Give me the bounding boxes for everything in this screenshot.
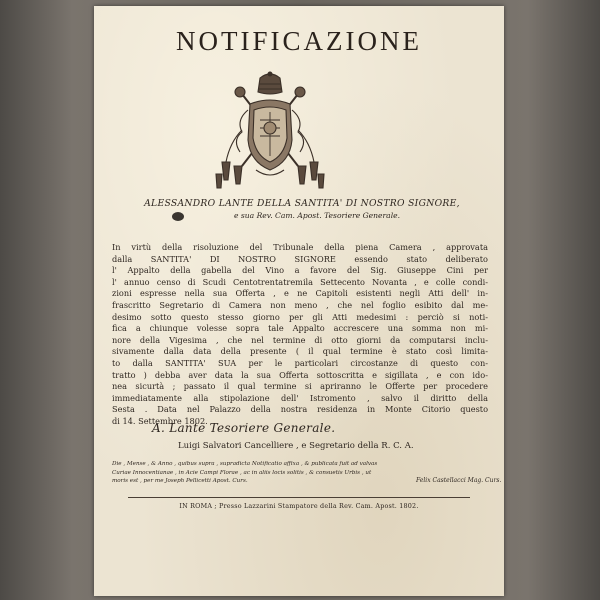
addressee-line-1: ALESSANDRO LANTE DELLA SANTITA' DI NOSTRO SIGNORE,	[144, 198, 460, 209]
body-line: frascritto Segretario di Camera non meno , che nel foglio esibito dal me-	[112, 299, 488, 310]
ink-stain	[172, 212, 184, 221]
body-line: desimo sotto questo stesso giorno per gli Atti medesimi : perciò si noti-	[112, 311, 488, 322]
treasurer-signature: A. Lante Tesoriere Generale.	[152, 421, 336, 435]
body-line: l' Appalto della gabella del Vino a favore del Sig. Giuseppe Cini per	[112, 265, 488, 276]
body-line: tratto ) debba aver data la sua Offerta sottoscritta e sigillata , e con ido-	[112, 369, 488, 380]
body-line: l' annuo censo di Scudi Centotrentatremila Settecento Novanta , e colle condi-	[112, 276, 488, 287]
printer-imprint: IN ROMA ; Presso Lazzarini Stampatore della Rev. Cam. Apost. 1802.	[179, 502, 419, 510]
document-title: NOTIFICAZIONE	[176, 26, 422, 56]
body-line: zioni espresse nella sua Offerta , e ne Capitoli esistenti negli Atti dell' in-	[112, 288, 488, 299]
document-sheet	[94, 6, 504, 596]
notification-body	[112, 242, 488, 428]
body-line: nea sicurtà ; passato il qual termine si apriranno le Offerte per procedere	[112, 381, 488, 392]
body-line: sivamente dalla data della presente ( il qual termine è stato così limita-	[112, 346, 488, 357]
body-line: In virtù della risoluzione del Tribunale della piena Camera , approvata	[112, 242, 488, 252]
cursor-signature: Felix Castellacci Mag. Curs.	[416, 477, 502, 484]
body-line: Sesta . Data nel Palazzo della nostra residenza in Monte Citorio questo	[112, 404, 488, 415]
publication-formula	[112, 460, 412, 486]
body-line: immediatamente alla stipolazione dell' Istromento , salvo il diritto della	[112, 392, 488, 403]
body-line: di 14. Settembre 1802.	[112, 415, 208, 426]
formula-line: moris est , per me Joseph Pellicetti Apost. Curs.	[112, 478, 248, 484]
addressee-line-2: e sua Rev. Cam. Apost. Tesoriere Generale.	[233, 211, 401, 220]
body-line: dalla SANTITA' DI NOSTRO SIGNORE essendo stato deliberato	[112, 253, 488, 264]
body-line: nore della Vigesima , che nel termine di otto giorni da computarsi inclu-	[112, 334, 488, 345]
body-line: to dalla SANTITA' SUA per le particolari circostanze di questo con-	[112, 357, 488, 368]
formula-line: Die , Mense , & Anno , quibus supra , supradicta Notificatio affixa , & publicata fuit ad valvas	[112, 461, 378, 467]
chancellor-signature: Luigi Salvatori Cancelliere , e Segretario della R. C. A.	[178, 441, 414, 451]
papal-coat-of-arms-icon	[212, 70, 328, 192]
divider-rule	[128, 497, 470, 498]
body-line: fica a chiunque volesse sopra tale Appalto accrescere una somma non mi-	[112, 323, 488, 334]
formula-line: Curiae Innocentianae , in Acie Campi Florae , ac in aliis locis solitis , & consuetis Urbis , ut	[112, 469, 372, 476]
